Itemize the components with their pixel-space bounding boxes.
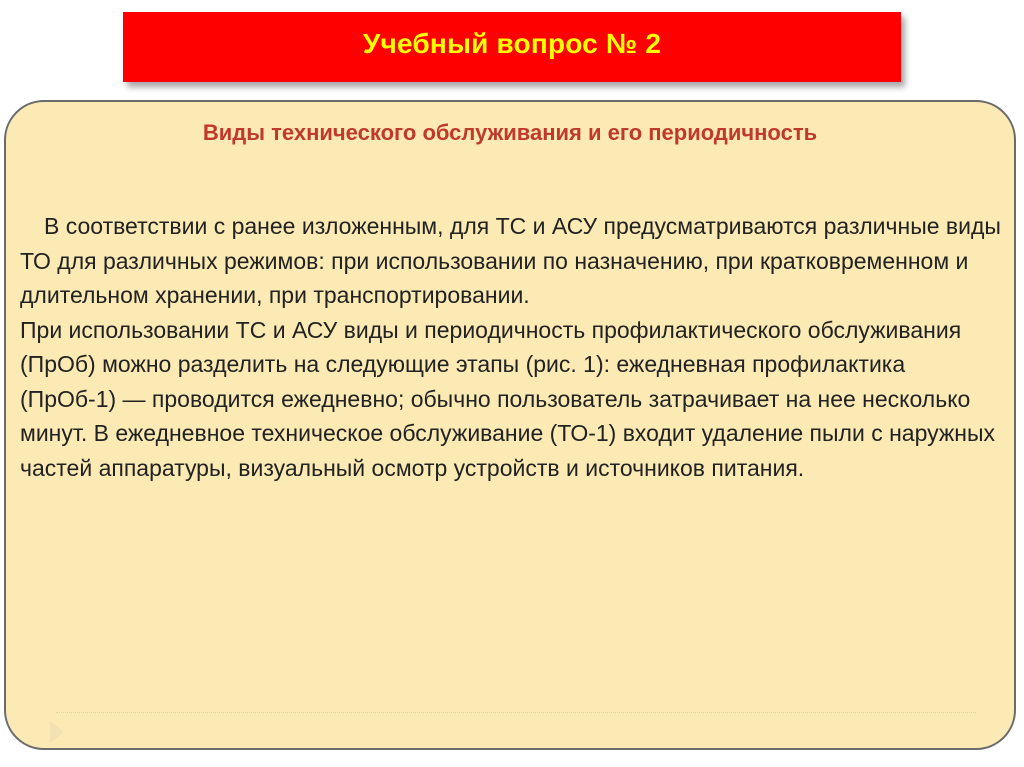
slide-title: Учебный вопрос № 2 (362, 28, 662, 59)
paragraph: В соответствии с ранее изложенным, для ТС и АСУ предусматриваются различные виды ТО для различных режимов: при использовании по назначению, при кратковременном и длительном хранении, при транспортировании. (20, 213, 1001, 308)
play-arrow-icon[interactable] (50, 721, 64, 743)
title-banner (123, 12, 901, 82)
body-text (20, 209, 1005, 485)
content-panel (4, 100, 1016, 750)
slide-subtitle: Виды технического обслуживания и его периодичность (202, 120, 818, 145)
paragraph: При использовании ТС и АСУ виды и периодичность профилактического обслуживания (ПрОб) можно разделить на следующие этапы (рис. 1): ежедневная профилактика (ПрОб-1) — проводится ежедневно; обычно пользователь затрачивает на нее несколько минут. В ежедневное техническое обслуживание (ТО-1) входит удаление пыли с наружных частей аппаратуры, визуальный осмотр устройств и источников питания. (20, 316, 995, 481)
divider (56, 712, 976, 713)
